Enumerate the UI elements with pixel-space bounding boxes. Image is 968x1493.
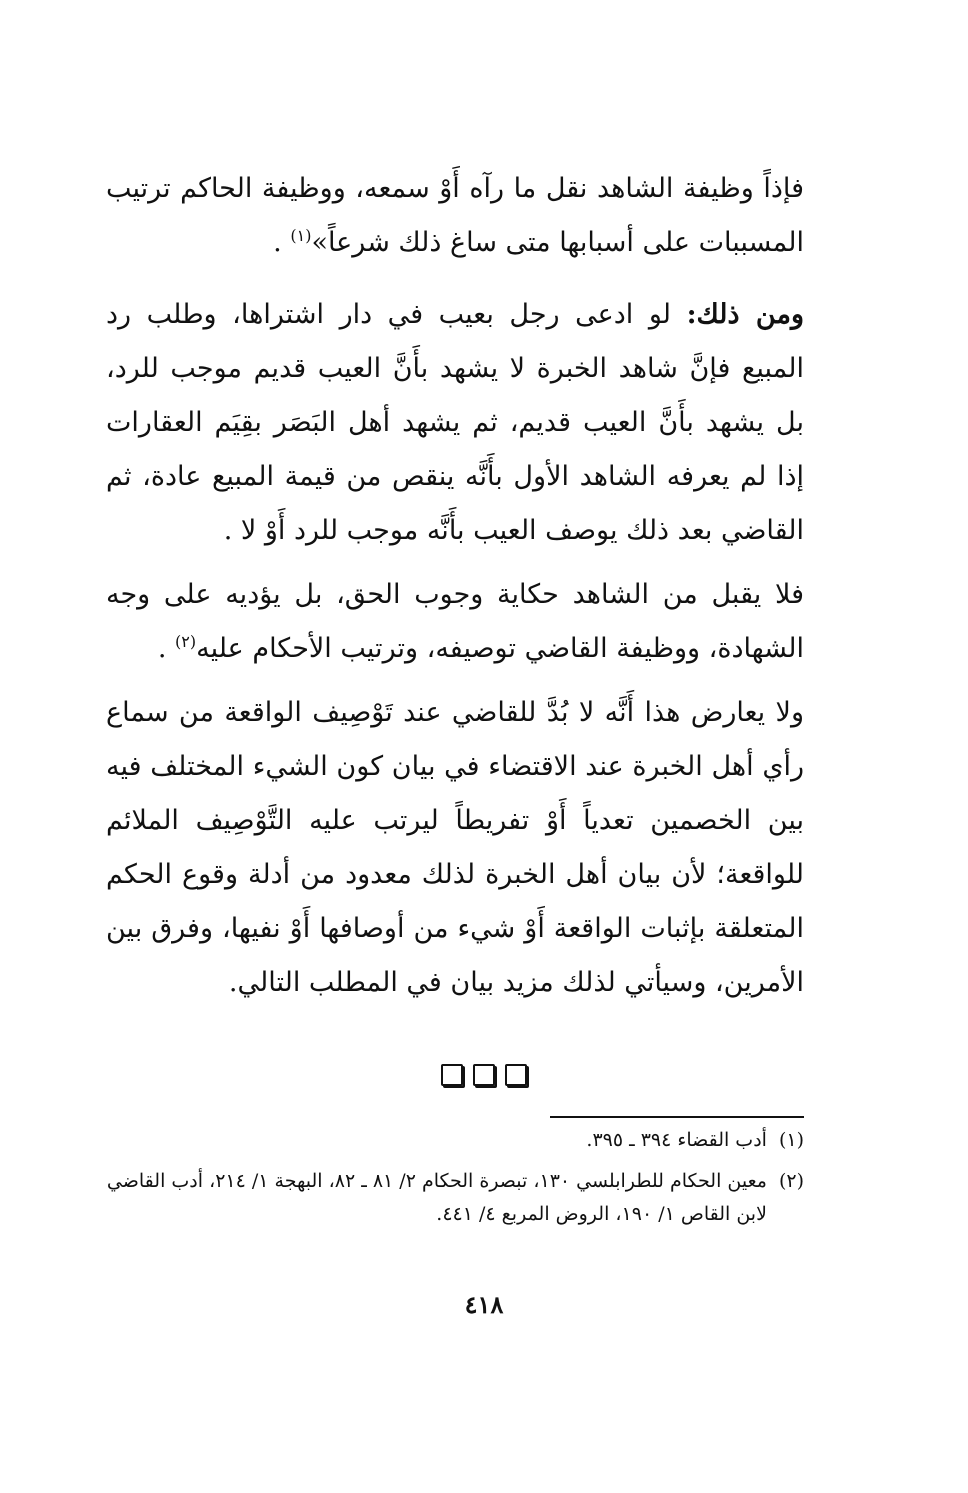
- hollow-square-icon: [441, 1064, 463, 1086]
- footnote-divider: [550, 1116, 804, 1118]
- footnote-ref-1[interactable]: (١): [290, 226, 312, 245]
- paragraph-2: [106, 288, 804, 558]
- footnote-2: [106, 1165, 804, 1231]
- section-separator: [0, 1064, 968, 1086]
- paragraph-2-lead: ومن ذلك:: [686, 299, 804, 330]
- paragraph-1: [106, 162, 804, 270]
- paragraph-3-text: فلا يقبل من الشاهد حكاية وجوب الحق، بل يؤديه على وجه الشهادة، ووظيفة القاضي توصيفه، وترتيب الأحكام عليه: [106, 579, 804, 664]
- footnote-ref-2[interactable]: (٢): [175, 632, 197, 651]
- page-number: ٤١٨: [464, 1290, 504, 1319]
- footnotes: [106, 1124, 804, 1239]
- paragraph-3: [106, 568, 804, 676]
- hollow-square-icon: [473, 1064, 495, 1086]
- paragraph-4-text: ولا يعارض هذا أَنَّه لا بُدَّ للقاضي عند تَوْصِيف الواقعة من سماع رأي أهل الخبرة عند الاقتضاء في بيان كون الشيء المختلف فيه بين الخصمين تعدياً أَوْ تفريطاً ليرتب عليه التَّوْصِيف الملائم للواقعة؛ لأن بيان أهل الخبرة لذلك معدود من أدلة وقوع الحكم المتعلقة بإثبات الواقعة أَوْ شيء من أوصافها أَوْ نفيها، وفرق بين الأمرين، وسيأتي لذلك مزيد بيان في المطلب التالي.: [106, 697, 804, 998]
- hollow-square-icon: [505, 1064, 527, 1086]
- footnote-number: (٢): [778, 1170, 804, 1192]
- footnote-number: (١): [778, 1129, 804, 1151]
- footnote-text: أدب القضاء ٣٩٤ ـ ٣٩٥.: [586, 1129, 767, 1151]
- paragraph-1-tail: .: [273, 227, 291, 258]
- paragraph-3-tail: .: [157, 633, 176, 664]
- paragraph-1-text: فإذاً وظيفة الشاهد نقل ما رآه أَوْ سمعه، ووظيفة الحاكم ترتيب المسببات على أسبابها متى ساغ ذلك شرعاً»: [106, 173, 804, 258]
- footnote-text: معين الحكام للطرابلسي ١٣٠، تبصرة الحكام ٢/ ٨١ ـ ٨٢، البهجة ١/ ٢١٤، أدب القاضي لابن القاص ١/ ١٩٠، الروض المربع ٤/ ٤٤١.: [106, 1170, 767, 1225]
- footnote-1: [106, 1124, 804, 1157]
- paragraph-4: [106, 686, 804, 1010]
- paragraph-2-text: لو ادعى رجل بعيب في دار اشتراها، وطلب رد المبيع فإنَّ شاهد الخبرة لا يشهد بأَنَّ العيب قديم موجب للرد، بل يشهد بأَنَّ العيب قديم، ثم يشهد أهل البَصَر بقِيَم العقارات إذا لم يعرفه الشاهد الأول بأَنَّه ينقص من قيمة المبيع عادة، ثم القاضي بعد ذلك يوصف العيب بأَنَّه موجب للرد أَوْ لا .: [106, 299, 804, 546]
